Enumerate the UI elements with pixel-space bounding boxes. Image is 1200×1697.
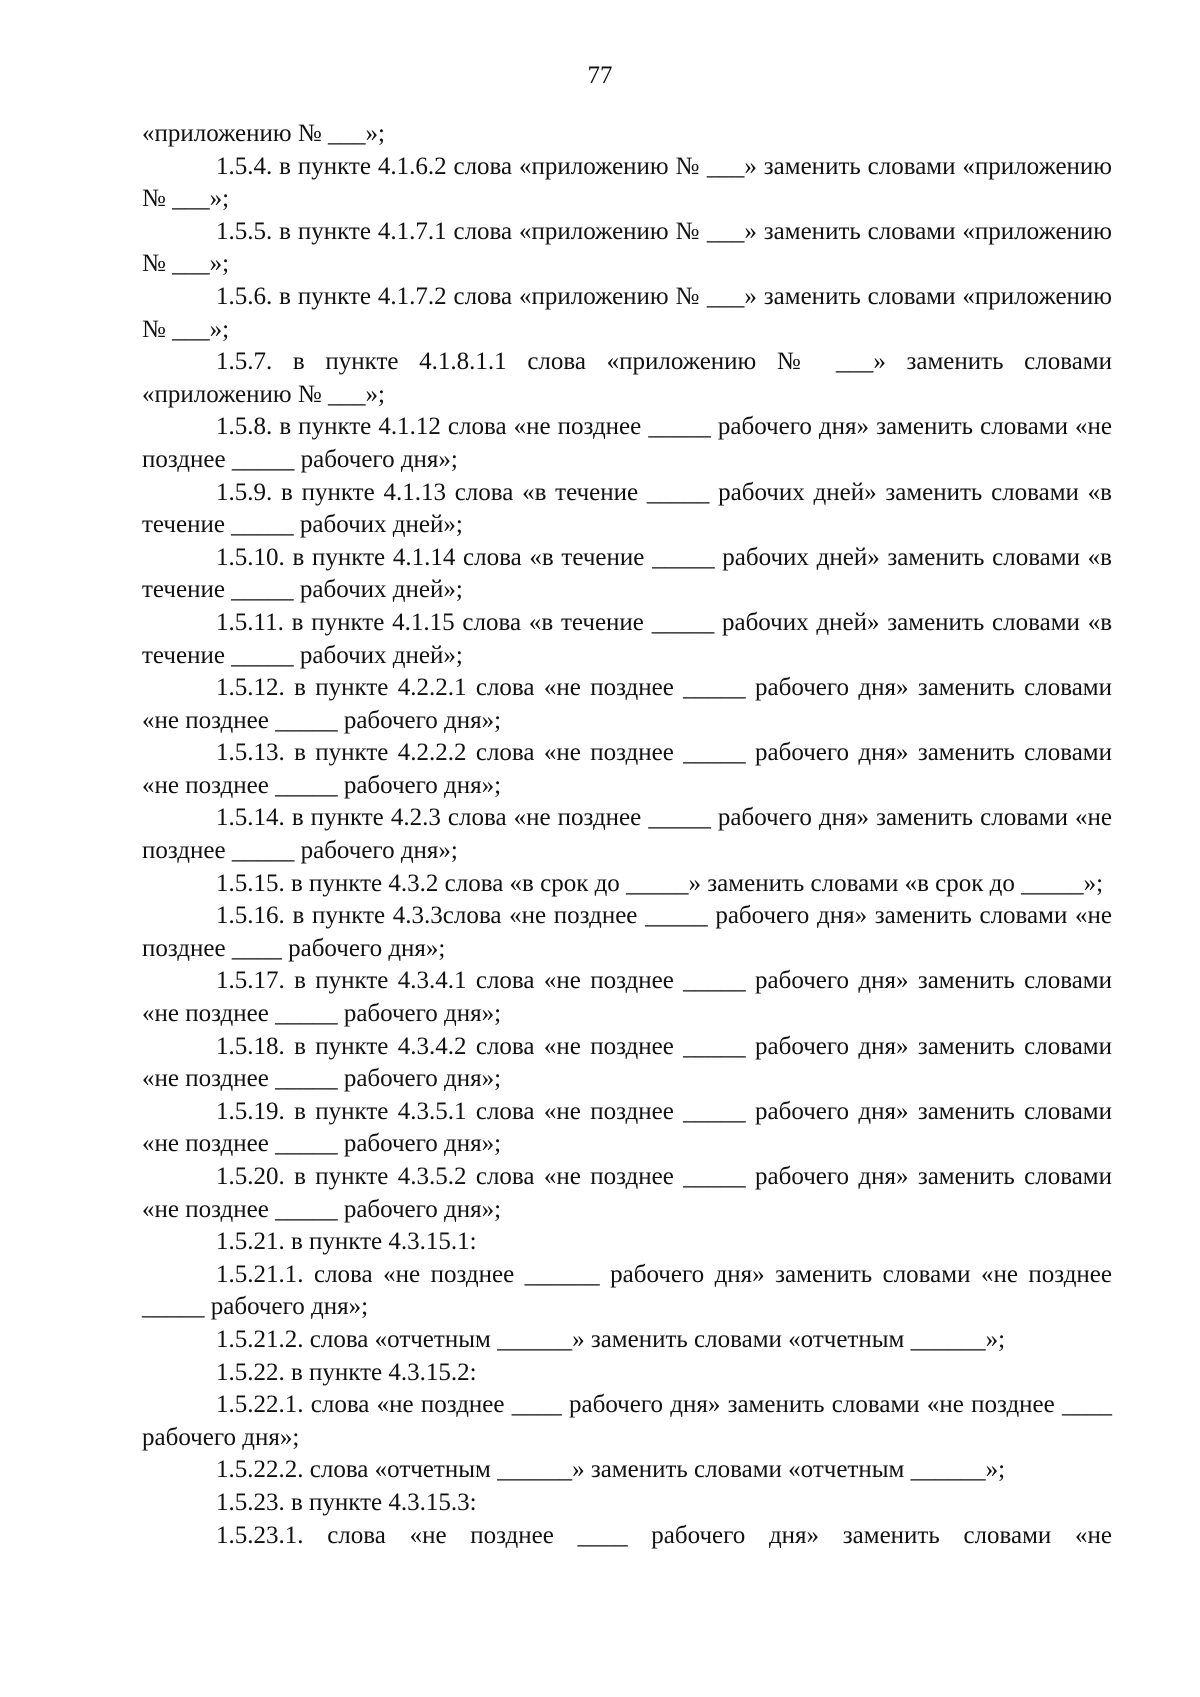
paragraph: 1.5.20. в пункте 4.3.5.2 слова «не позднее _____ рабочего дня» заменить словами «не позднее _____ рабочего дня»; [142,1163,1112,1223]
paragraph: 1.5.16. в пункте 4.3.3слова «не позднее _____ рабочего дня» заменить словами «не позднее ____ рабочего дня»; [142,902,1112,962]
paragraph: 1.5.21. в пункте 4.3.15.1: [216,1228,477,1256]
paragraph: 1.5.10. в пункте 4.1.14 слова «в течение _____ рабочих дней» заменить словами «в течение _____ рабочих дней»; [142,543,1112,604]
paragraph: 1.5.8. в пункте 4.1.12 слова «не позднее _____ рабочего дня» заменить словами «не позднее _____ рабочего дня»; [142,413,1112,473]
paragraph: «приложению № ___»; [142,120,385,147]
paragraph: 1.5.11. в пункте 4.1.15 слова «в течение _____ рабочих дней» заменить словами «в течение _____ рабочих дней»; [142,608,1112,669]
paragraph: 1.5.22. в пункте 4.3.15.2: [216,1358,477,1386]
paragraph: 1.5.17. в пункте 4.3.4.1 слова «не позднее _____ рабочего дня» заменить словами «не позднее _____ рабочего дня»; [142,967,1112,1028]
paragraph: 1.5.13. в пункте 4.2.2.2 слова «не позднее _____ рабочего дня» заменить словами «не позднее _____ рабочего дня»; [142,739,1112,799]
paragraph: 1.5.6. в пункте 4.1.7.2 слова «приложению № ___» заменить словами «приложению № ___»; [142,282,1112,343]
paragraph: 1.5.22.1. слова «не позднее ____ рабочего дня» заменить словами «не позднее ____ рабочего дня»; [142,1391,1112,1451]
paragraph: 1.5.5. в пункте 4.1.7.1 слова «приложению № ___» заменить словами «приложению № ___»; [142,217,1112,278]
paragraph: 1.5.15. в пункте 4.3.2 слова «в срок до _____» заменить словами «в срок до _____»; [216,869,1104,897]
page-number: 77 [587,62,613,89]
paragraph: 1.5.23.1. слова «не позднее ____ рабочего дня» заменить словами «не [216,1521,1112,1549]
paragraph: 1.5.21.1. слова «не позднее ______ рабочего дня» заменить словами «не позднее _____ рабочего дня»; [142,1260,1112,1321]
document-body [142,118,1112,1552]
paragraph: 1.5.7. в пункте 4.1.8.1.1 слова «приложению № ___» заменить словами «приложению № ___»; [142,348,1112,408]
paragraph: 1.5.9. в пункте 4.1.13 слова «в течение _____ рабочих дней» заменить словами «в течение _____ рабочих дней»; [142,478,1112,539]
paragraph: 1.5.12. в пункте 4.2.2.1 слова «не позднее _____ рабочего дня» заменить словами «не позднее _____ рабочего дня»; [142,674,1112,734]
paragraph: 1.5.4. в пункте 4.1.6.2 слова «приложению № ___» заменить словами «приложению № ___»; [142,152,1112,213]
paragraph: 1.5.18. в пункте 4.3.4.2 слова «не позднее _____ рабочего дня» заменить словами «не позднее _____ рабочего дня»; [142,1032,1112,1093]
paragraph: 1.5.21.2. слова «отчетным ______» заменить словами «отчетным ______»; [216,1325,1006,1353]
paragraph: 1.5.23. в пункте 4.3.15.3: [216,1488,477,1516]
paragraph: 1.5.14. в пункте 4.2.3 слова «не позднее _____ рабочего дня» заменить словами «не позднее _____ рабочего дня»; [142,804,1112,865]
paragraph: 1.5.22.2. слова «отчетным ______» заменить словами «отчетным ______»; [216,1456,1006,1484]
paragraph: 1.5.19. в пункте 4.3.5.1 слова «не позднее _____ рабочего дня» заменить словами «не позднее _____ рабочего дня»; [142,1097,1112,1158]
